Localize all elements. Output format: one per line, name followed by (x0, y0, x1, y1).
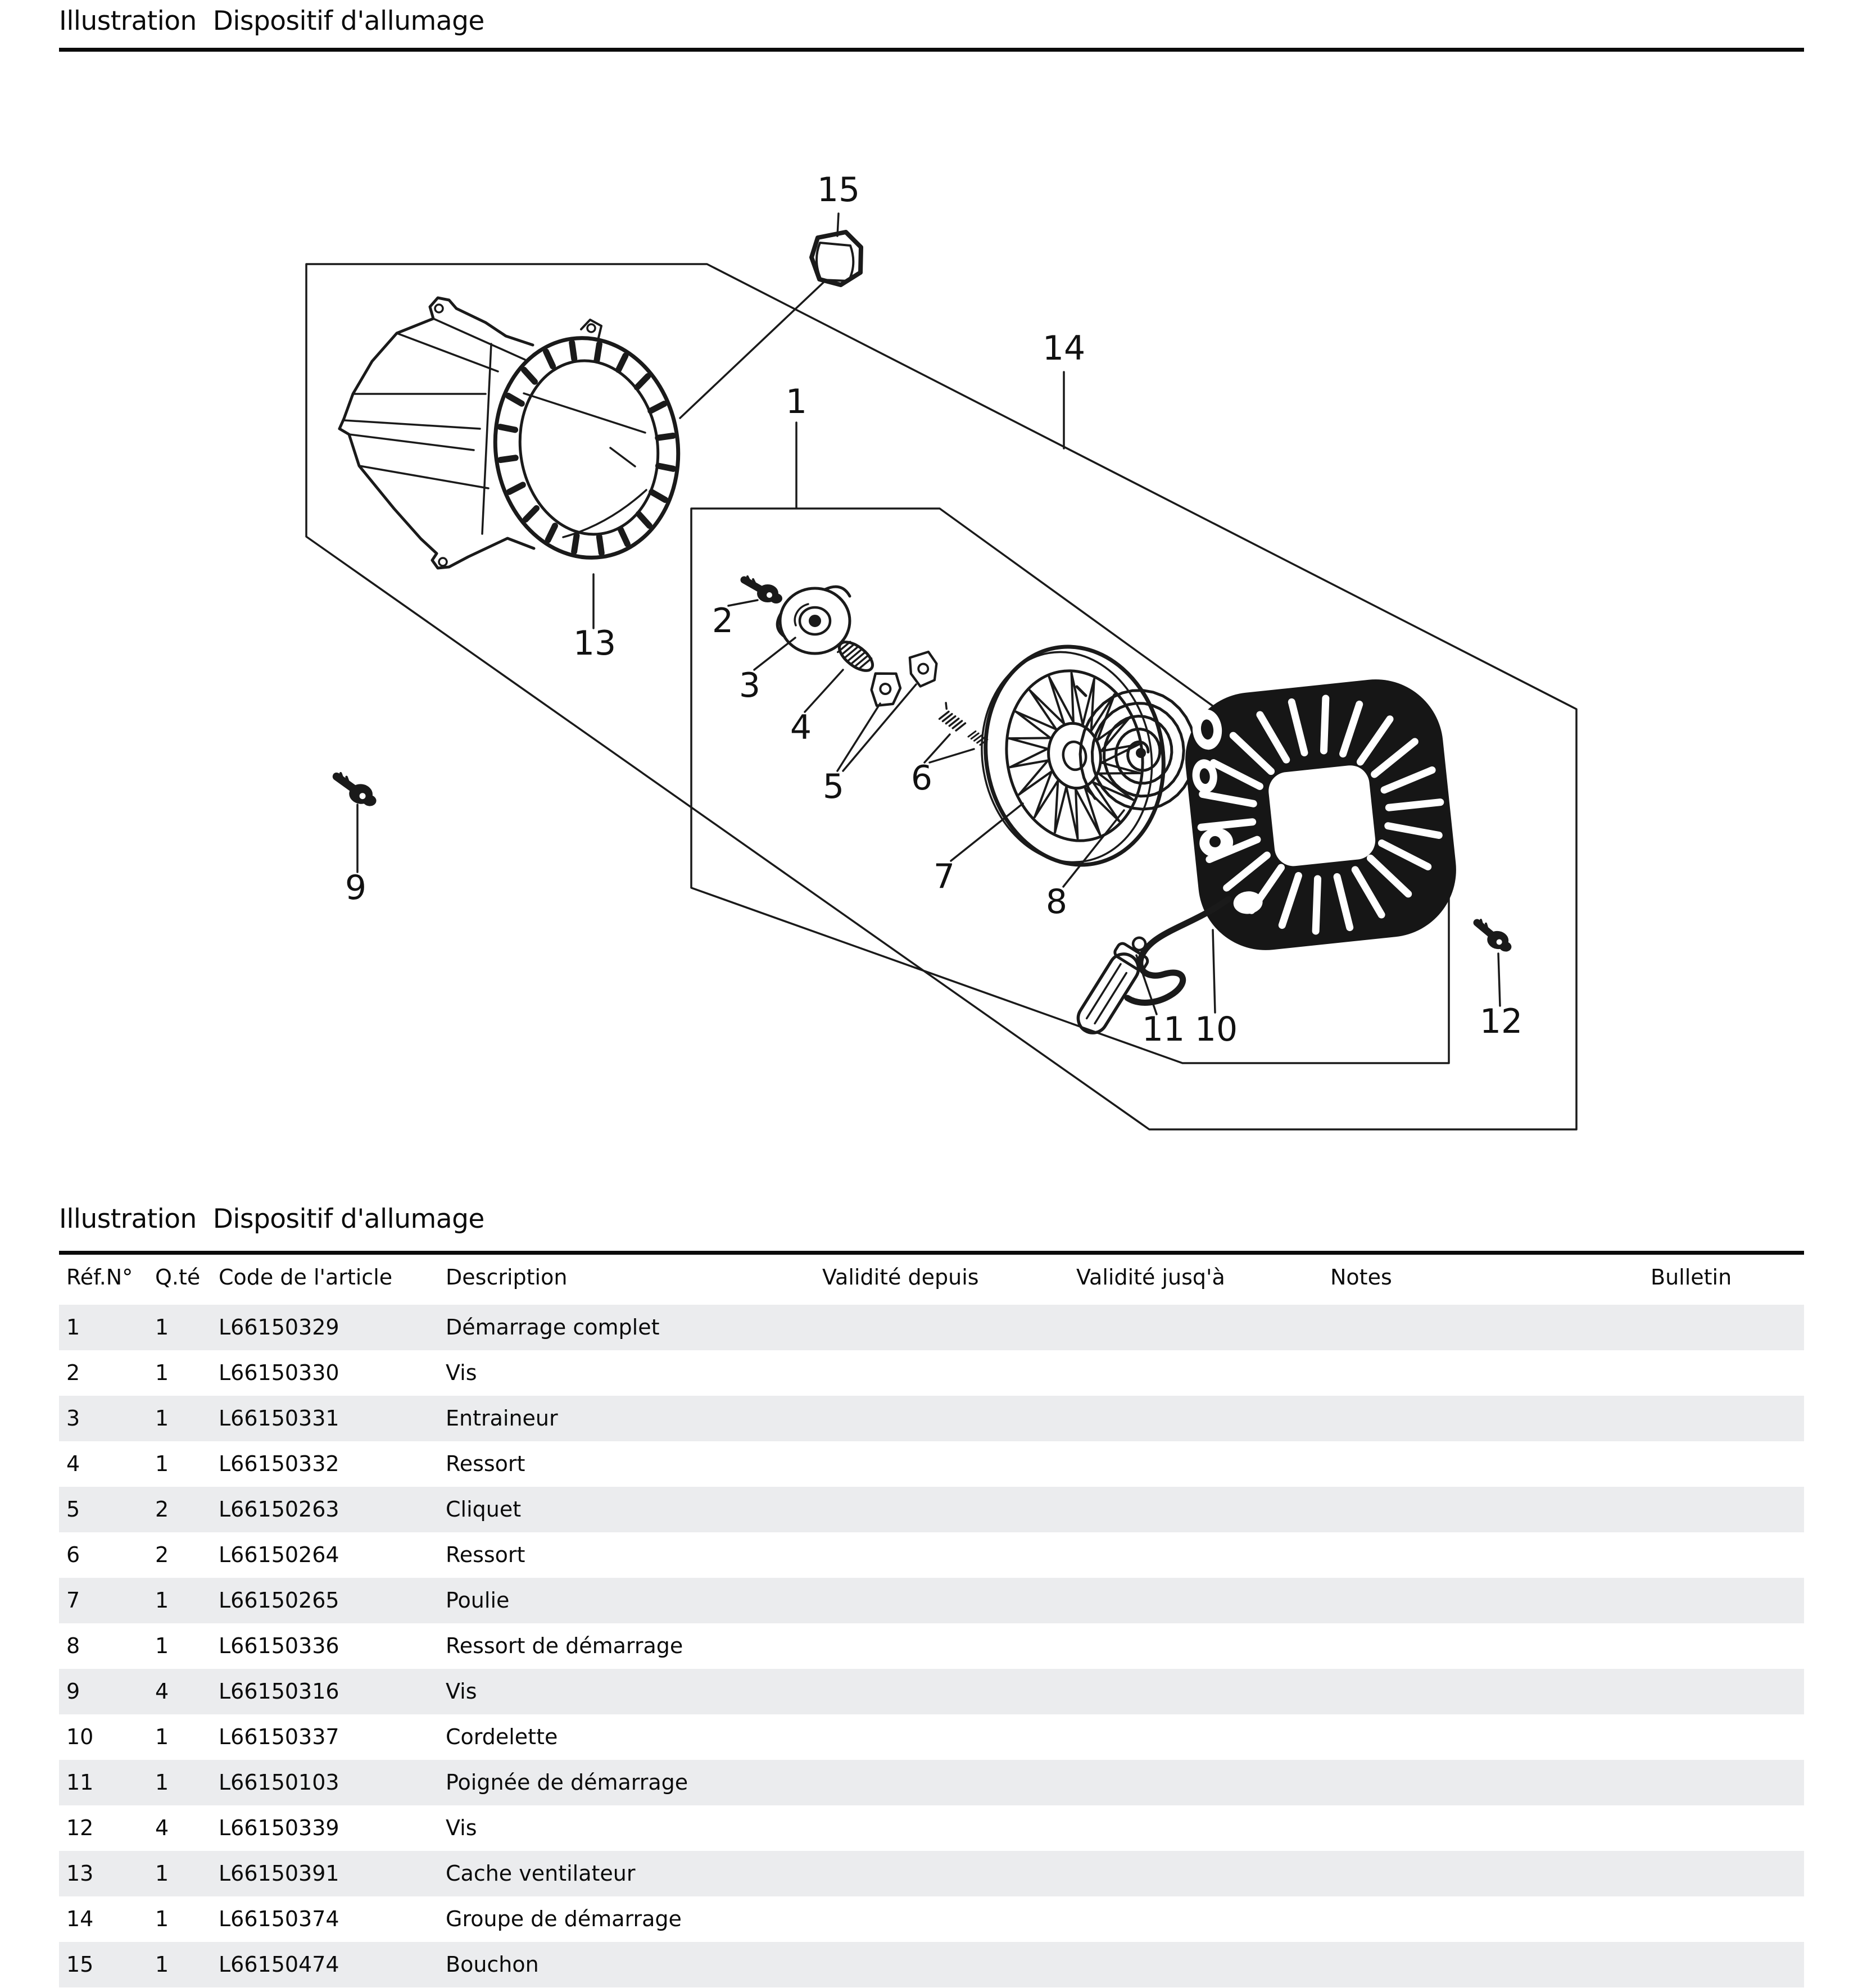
cell-code: L66150264 (219, 1542, 339, 1567)
cell-ref: 14 (66, 1907, 94, 1931)
table-section-title: Illustration Dispositif d'allumage (59, 1204, 484, 1234)
cell-code: L66150391 (219, 1861, 339, 1886)
cell-desc: Démarrage complet (446, 1315, 660, 1340)
table-row (59, 1669, 1804, 1714)
cell-desc: Vis (446, 1360, 477, 1385)
parts-table-header (59, 1260, 1804, 1294)
part-label-15: 15 (817, 170, 860, 210)
cell-ref: 2 (66, 1360, 80, 1385)
cell-qty: 1 (155, 1724, 169, 1749)
cell-desc: Vis (446, 1679, 477, 1704)
cell-ref: 1 (66, 1315, 80, 1340)
table-row (59, 1396, 1804, 1441)
cell-qty: 1 (155, 1360, 169, 1385)
table-row (59, 1305, 1804, 1350)
rope-pulley (965, 633, 1181, 880)
table-row (59, 1532, 1804, 1578)
part-label-1: 1 (785, 382, 808, 421)
cell-code: L66150330 (219, 1360, 339, 1385)
screw-9 (334, 773, 377, 805)
part-label-9: 9 (345, 868, 367, 907)
part-label-10: 10 (1194, 1010, 1238, 1049)
cell-desc: Ressort (446, 1542, 525, 1567)
cell-code: L66150339 (219, 1815, 339, 1840)
table-row (59, 1760, 1804, 1805)
table-rule (59, 1251, 1804, 1255)
cell-desc: Poignée de démarrage (446, 1770, 688, 1795)
page-title: Illustration Dispositif d'allumage (59, 6, 484, 37)
table-row (59, 1896, 1804, 1942)
cell-code: L66150474 (219, 1952, 339, 1977)
cell-desc: Ressort (446, 1451, 525, 1476)
cell-qty: 1 (155, 1907, 169, 1931)
starter-housing (1179, 673, 1463, 957)
cell-desc: Poulie (446, 1588, 510, 1613)
cell-ref: 6 (66, 1542, 80, 1567)
col-header-2: Code de l'article (219, 1265, 393, 1290)
col-header-3: Description (446, 1265, 568, 1290)
table-row (59, 1441, 1804, 1487)
cell-qty: 1 (155, 1770, 169, 1795)
cell-ref: 13 (66, 1861, 94, 1886)
cell-qty: 1 (155, 1588, 169, 1613)
table-row (59, 1487, 1804, 1532)
cell-qty: 4 (155, 1815, 169, 1840)
pawl-b (908, 651, 939, 687)
cell-qty: 2 (155, 1542, 169, 1567)
cell-desc: Cliquet (446, 1497, 522, 1522)
cell-code: L66150265 (219, 1588, 339, 1613)
part-label-11: 11 (1141, 1010, 1185, 1049)
part-label-14: 14 (1042, 329, 1086, 368)
cell-ref: 12 (66, 1815, 94, 1840)
cell-qty: 1 (155, 1861, 169, 1886)
cell-ref: 15 (66, 1952, 94, 1977)
cell-desc: Groupe de démarrage (446, 1907, 682, 1931)
cell-qty: 1 (155, 1952, 169, 1977)
part-label-6: 6 (910, 759, 933, 798)
col-header-0: Réf.N° (66, 1265, 133, 1290)
cell-desc: Vis (446, 1815, 477, 1840)
part-label-7: 7 (933, 857, 955, 896)
cell-qty: 1 (155, 1406, 169, 1431)
cell-desc: Cache ventilateur (446, 1861, 636, 1886)
cell-desc: Entraineur (446, 1406, 558, 1431)
part-label-3: 3 (738, 666, 761, 705)
cell-code: L66150374 (219, 1907, 339, 1931)
parts-table (59, 1305, 1804, 1987)
cell-ref: 5 (66, 1497, 80, 1522)
part-label-8: 8 (1045, 882, 1068, 922)
cell-qty: 1 (155, 1451, 169, 1476)
cell-code: L66150336 (219, 1633, 339, 1658)
cell-ref: 11 (66, 1770, 94, 1795)
spring-6a (936, 703, 968, 733)
cap-part (812, 232, 861, 285)
cell-qty: 1 (155, 1315, 169, 1340)
col-header-7: Bulletin (1651, 1265, 1732, 1290)
cell-qty: 1 (155, 1633, 169, 1658)
cell-code: L66150329 (219, 1315, 339, 1340)
part-label-4: 4 (790, 708, 812, 747)
cell-desc: Bouchon (446, 1952, 539, 1977)
cell-code: L66150337 (219, 1724, 339, 1749)
cell-ref: 7 (66, 1588, 80, 1613)
table-row (59, 1623, 1804, 1669)
starter-dog-plate (777, 587, 850, 653)
col-header-1: Q.té (155, 1265, 201, 1290)
cell-ref: 10 (66, 1724, 94, 1749)
spring-4 (835, 637, 877, 676)
cell-ref: 8 (66, 1633, 80, 1658)
table-row (59, 1578, 1804, 1623)
cell-ref: 4 (66, 1451, 80, 1476)
screw-2 (744, 577, 781, 602)
cell-ref: 9 (66, 1679, 80, 1704)
table-row (59, 1805, 1804, 1851)
cell-code: L66150103 (219, 1770, 339, 1795)
table-row (59, 1942, 1804, 1987)
part-label-13: 13 (573, 624, 617, 663)
cell-code: L66150263 (219, 1497, 339, 1522)
table-row (59, 1714, 1804, 1760)
cell-qty: 4 (155, 1679, 169, 1704)
screw-12 (1473, 919, 1514, 951)
part-label-12: 12 (1479, 1002, 1523, 1041)
cell-ref: 3 (66, 1406, 80, 1431)
cell-qty: 2 (155, 1497, 169, 1522)
pawl-a (869, 670, 903, 709)
cell-code: L66150331 (219, 1406, 339, 1431)
col-header-6: Notes (1330, 1265, 1392, 1290)
part-label-2: 2 (712, 601, 734, 641)
fan-cover (339, 298, 692, 570)
table-row (59, 1350, 1804, 1396)
table-row (59, 1851, 1804, 1896)
part-label-5: 5 (822, 767, 845, 806)
spring-6b (966, 729, 994, 755)
col-header-4: Validité depuis (822, 1265, 979, 1290)
cell-desc: Cordelette (446, 1724, 558, 1749)
col-header-5: Validité jusq'à (1076, 1265, 1225, 1290)
cell-code: L66150316 (219, 1679, 339, 1704)
cell-desc: Ressort de démarrage (446, 1633, 683, 1658)
cell-code: L66150332 (219, 1451, 339, 1476)
